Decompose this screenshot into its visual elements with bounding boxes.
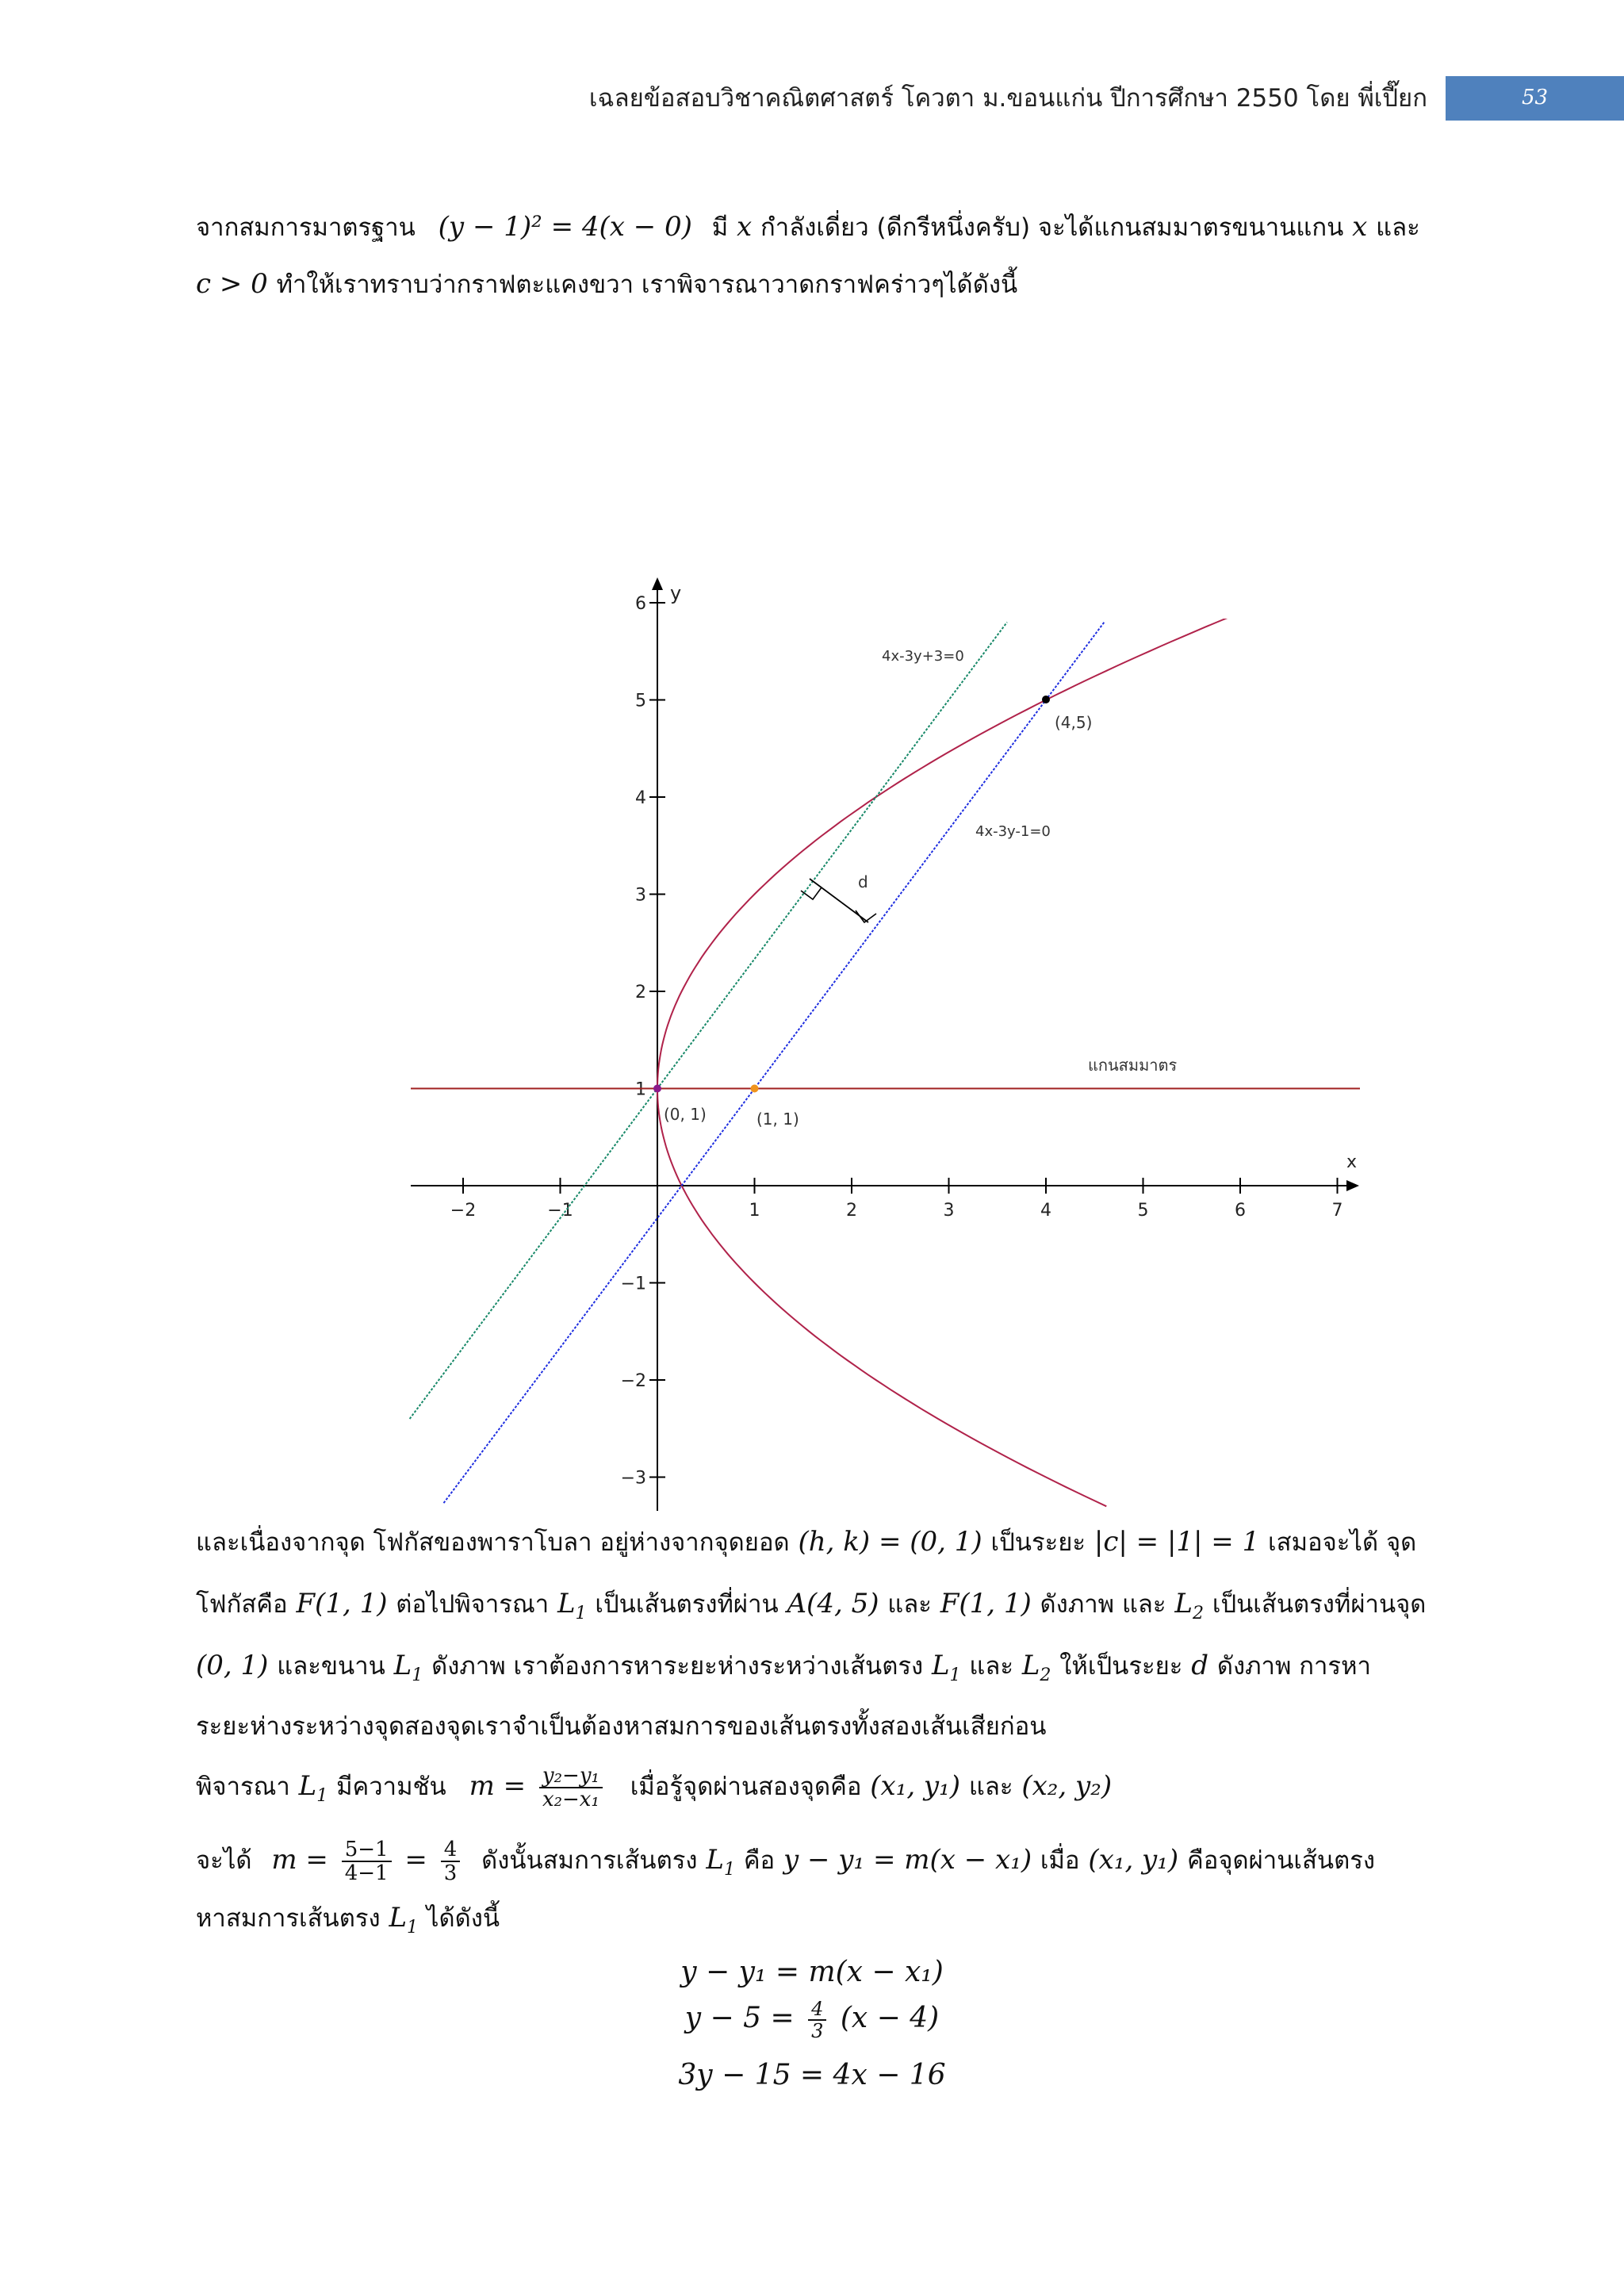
body-line-4: ระยะห่างระหว่างจุดสองจุดเราจำเป็นต้องหาสมการของเส้นตรงทั้งสองเส้นเสียก่อน bbox=[196, 1712, 1047, 1741]
focus-label: (1, 1) bbox=[756, 1110, 799, 1129]
y-tick-label: −2 bbox=[620, 1371, 646, 1391]
body-line-5: พิจารณา $L_1$ มีความชัน m = $\frac{\text{y₂−y₁}}{\text{x₂−x₁}}$ เมื่อรู้จุดผ่านสองจุดคือ (x₁, y₁) และ (x₂, y₂) bbox=[196, 1764, 1113, 1811]
x-tick-label: 5 bbox=[1137, 1201, 1149, 1221]
line2-label: 4x-3y-1=0 bbox=[975, 823, 1051, 840]
equation-1: y − y₁ = m(x − x₁) bbox=[680, 1956, 944, 1988]
x-tick-label: 3 bbox=[943, 1201, 955, 1221]
body-line-1: และเนื่องจากจุด โฟกัสของพาราโบลา อยู่ห่างจากจุดยอด (h, k) = (0, 1) เป็นระยะ |c| = |1| = 1 เสมอจะได้ จุด bbox=[196, 1526, 1417, 1558]
x-tick-label: −2 bbox=[450, 1201, 477, 1221]
y-tick-label: −1 bbox=[620, 1274, 646, 1294]
x-tick-label: −1 bbox=[547, 1201, 573, 1221]
standard-equation: (y − 1)² = 4(x − 0) bbox=[438, 211, 692, 243]
parabola-graph bbox=[396, 571, 1380, 1523]
equation-3: 3y − 15 = 4x − 16 bbox=[678, 2059, 946, 2091]
y-tick-label: 1 bbox=[635, 1079, 646, 1100]
vertex-point bbox=[653, 1085, 661, 1093]
distance-label: d bbox=[858, 872, 868, 891]
focus-point bbox=[751, 1085, 759, 1093]
right-angle-mark-bottom bbox=[856, 910, 876, 922]
body-line-2: โฟกัสคือ F(1, 1) ต่อไปพิจารณา $L_1$ เป็นเส้นตรงที่ผ่าน A(4, 5) และ F(1, 1) ดังภาพ และ $L_2$ เป็นเส้นตรงที่ผ่านจุด bbox=[196, 1588, 1427, 1623]
y-tick-label: 3 bbox=[635, 885, 646, 906]
x-tick-label: 4 bbox=[1040, 1201, 1051, 1221]
header-title: เฉลยข้อสอบวิชาคณิตศาสตร์ โควตา ม.ขอนแก่น ปีการศึกษา 2550 โดย พี่เปี๊ยก bbox=[588, 84, 1427, 113]
equation-2: y − 5 = $\frac{4}{3}$ (x − 4) bbox=[684, 1998, 940, 2042]
x-tick-label: 1 bbox=[749, 1201, 760, 1221]
point-a-label: (4,5) bbox=[1055, 713, 1093, 732]
x-tick-label: 2 bbox=[846, 1201, 857, 1221]
y-axis-label: y bbox=[670, 582, 682, 604]
y-tick-label: 2 bbox=[635, 983, 646, 1002]
point-a bbox=[1042, 696, 1050, 703]
right-angle-mark-top bbox=[801, 887, 822, 899]
y-tick-label: 4 bbox=[635, 788, 646, 808]
slope-value-fraction: $\frac{5-1}{4-1}$ bbox=[342, 1838, 392, 1884]
x-tick-label: 6 bbox=[1235, 1201, 1246, 1221]
body-line-7: หาสมการเส้นตรง $L_1$ ได้ดังนี้ bbox=[196, 1902, 500, 1938]
y-tick-label: −3 bbox=[620, 1468, 646, 1489]
y-axis-arrow-icon bbox=[652, 577, 663, 590]
symmetry-axis-label: แกนสมมาตร bbox=[1088, 1056, 1178, 1075]
x-tick-label: 7 bbox=[1331, 1201, 1343, 1221]
slope-result-fraction: $\frac{4}{3}$ bbox=[441, 1838, 461, 1884]
body-line-3: (0, 1) และขนาน $L_1$ ดังภาพ เราต้องการหาระยะห่างระหว่างเส้นตรง $L_1$ และ $L_2$ ให้เป็นระยะ d ดังภาพ การหา bbox=[196, 1650, 1371, 1685]
intro-line-1: จากสมการมาตรฐาน (y − 1)² = 4(x − 0) มี x กำลังเดี่ยว (ดีกรีหนึ่งครับ) จะได้แกนสมมาตรขนานแกน x และ bbox=[196, 211, 1420, 243]
intro-line-2: c > 0 ทำให้เราทราบว่ากราฟตะแคงขวา เราพิจารณาวาดกราฟคร่าวๆได้ดังนี้ bbox=[196, 268, 1018, 300]
body-line-6: จะได้ m = $\frac{5-1}{4-1}$ = $\frac{4}{3}$ ดังนั้นสมการเส้นตรง $L_1$ คือ y − y₁ = m(x − x₁) เมื่อ (x₁, y₁) คือจุดผ่านเส้นตรง bbox=[196, 1838, 1376, 1885]
line-l2 bbox=[410, 623, 1007, 1420]
line1-label: 4x-3y+3=0 bbox=[882, 648, 964, 665]
y-tick-label: 6 bbox=[635, 594, 646, 614]
x-axis-label: x bbox=[1346, 1152, 1358, 1172]
page-number-badge bbox=[1446, 76, 1624, 121]
slope-fraction: $\frac{\text{y₂−y₁}}{\text{x₂−x₁}}$ bbox=[539, 1765, 603, 1811]
y-tick-label: 5 bbox=[635, 691, 646, 711]
vertex-label: (0, 1) bbox=[664, 1105, 707, 1124]
page-number: 53 bbox=[1521, 86, 1549, 109]
x-axis-arrow-icon bbox=[1346, 1180, 1359, 1191]
line-l1 bbox=[444, 623, 1105, 1504]
